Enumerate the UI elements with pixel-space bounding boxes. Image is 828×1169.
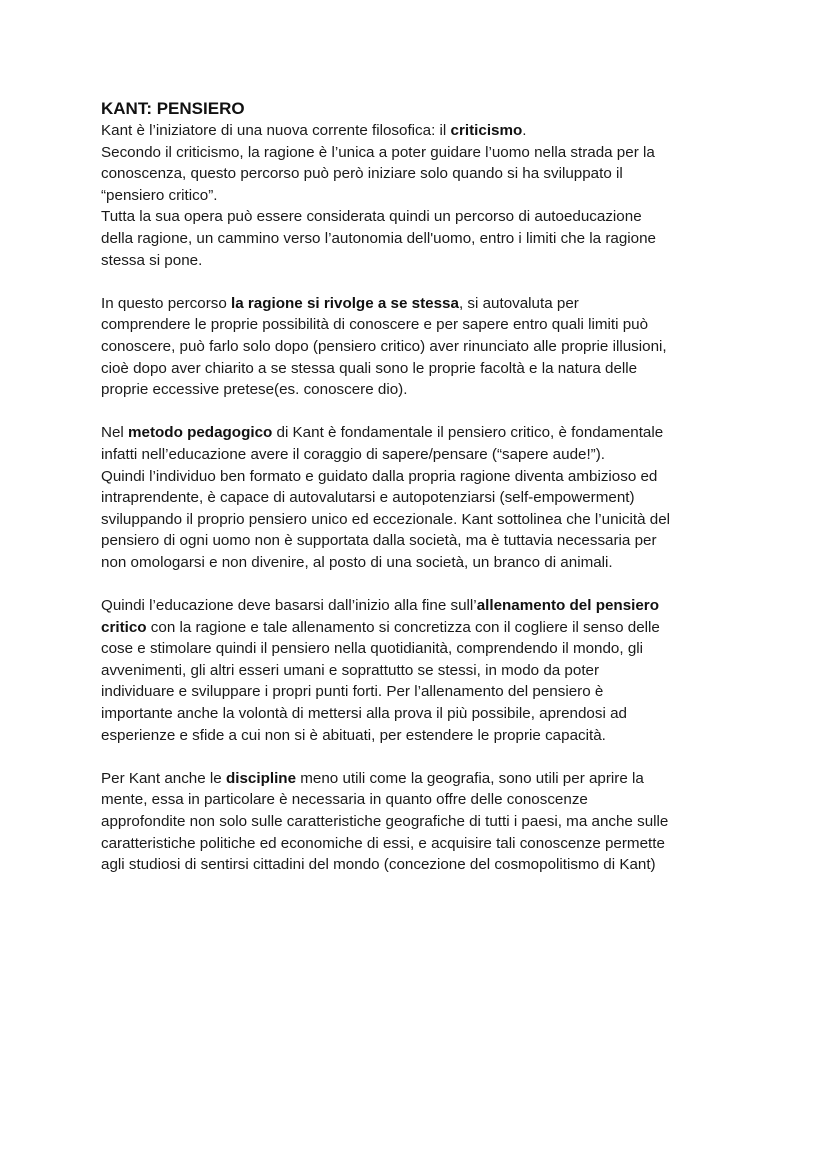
text-line: [101, 163, 741, 185]
text-line: [101, 358, 741, 380]
text-line: [101, 250, 741, 272]
text-segment: conoscere, può farlo solo dopo (pensiero critico) aver rinunciato alle proprie illusioni,: [101, 337, 667, 355]
paragraph: [101, 768, 741, 876]
paragraphs-container: [101, 120, 741, 876]
text-segment: caratteristiche politiche ed economiche di essi, e acquisire tali conoscenze permette: [101, 834, 665, 852]
text-segment: di Kant è fondamentale il pensiero critico, è fondamentale: [272, 424, 664, 442]
text-line: [101, 811, 741, 833]
text-segment: Secondo il criticismo, la ragione è l’unica a poter guidare l’uomo nella strada per la: [101, 143, 655, 161]
document-title: KANT: PENSIERO: [101, 99, 245, 118]
text-line: [101, 206, 741, 228]
text-line: [101, 444, 741, 466]
text-segment: non omologarsi e non divenire, al posto di una società, un branco di animali.: [101, 553, 613, 571]
text-segment: infatti nell’educazione avere il coraggio di sapere/pensare (“sapere aude!”).: [101, 445, 606, 463]
text-line: [101, 293, 741, 315]
text-line: [101, 768, 741, 790]
text-line: [101, 228, 741, 250]
text-segment: proprie eccessive pretese(es. conoscere dio).: [101, 381, 408, 399]
paragraph: [101, 120, 741, 271]
text-segment: meno utili come la geografia, sono utili per aprire la: [296, 769, 644, 787]
text-line: [101, 854, 741, 876]
text-segment: Quindi l’educazione deve basarsi dall’inizio alla fine sull’: [101, 597, 477, 615]
bold-term: metodo pedagogico: [128, 424, 273, 442]
text-line: [101, 552, 741, 574]
text-segment: .: [522, 122, 527, 139]
text-segment: individuare e sviluppare i propri punti forti. Per l’allenamento del pensiero è: [101, 683, 604, 701]
text-segment: “pensiero critico”.: [101, 186, 218, 204]
text-segment: stessa si pone.: [101, 251, 203, 269]
text-segment: Nel: [101, 424, 129, 442]
paragraph: [101, 595, 741, 746]
text-segment: cioè dopo aver chiarito a se stessa quali sono le proprie facoltà e la natura delle: [101, 359, 638, 377]
text-line: [101, 466, 741, 488]
text-line: [101, 336, 741, 358]
text-line: [101, 120, 741, 142]
text-line: [101, 530, 741, 552]
text-line: [101, 509, 741, 531]
text-segment: Per Kant anche le: [101, 769, 226, 787]
text-line: [101, 789, 741, 811]
text-segment: della ragione, un cammino verso l’autonomia dell'uomo, entro i limiti che la ragione: [101, 229, 657, 247]
text-line: [101, 185, 741, 207]
text-segment: comprendere le proprie possibilità di conoscere e per sapere entro quali limiti può: [101, 316, 649, 334]
bold-term: la ragione si rivolge a se stessa: [231, 294, 459, 312]
text-segment: , si autovaluta per: [458, 294, 579, 312]
bold-term: discipline: [225, 769, 297, 787]
text-segment: importante anche la volontà di mettersi alla prova il più possibile, aprendosi ad: [101, 705, 627, 723]
text-segment: con la ragione e tale allenamento si concretizza con il cogliere il senso delle: [146, 618, 660, 636]
text-segment: intraprendente, è capace di autovalutarsi e autopotenziarsi (self-empowerment): [101, 489, 635, 507]
text-line: [101, 833, 741, 855]
text-line: [101, 660, 741, 682]
bold-term: critico: [101, 618, 147, 636]
text-line: [101, 595, 741, 617]
text-line: [101, 314, 741, 336]
text-line: [101, 638, 741, 660]
paragraph: [101, 293, 741, 401]
text-segment: Kant è l’iniziatore di una nuova corrente filosofica: il: [101, 122, 451, 139]
text-segment: avvenimenti, gli altri esseri umani e soprattutto se stessi, in modo da poter: [101, 661, 600, 679]
text-segment: esperienze e sfide a cui non si è abituati, per estendere le proprie capacità.: [101, 726, 606, 744]
text-segment: sviluppando il proprio pensiero unico ed eccezionale. Kant sottolinea che l’unicità del: [101, 510, 671, 528]
document-body: [101, 98, 741, 897]
bold-term: criticismo: [450, 122, 523, 139]
text-line: [101, 422, 741, 444]
text-segment: Tutta la sua opera può essere considerata quindi un percorso di autoeducazione: [101, 208, 642, 226]
text-segment: conoscenza, questo percorso può però iniziare solo quando si ha sviluppato il: [101, 165, 623, 183]
text-segment: cose e stimolare quindi il pensiero nella quotidianità, comprendendo il mondo, gli: [101, 640, 644, 658]
text-line: [101, 681, 741, 703]
paragraph: [101, 422, 741, 573]
text-segment: mente, essa in particolare è necessaria in quanto offre delle conoscenze: [101, 791, 588, 809]
text-segment: In questo percorso: [101, 294, 232, 312]
text-segment: Quindi l’individuo ben formato e guidato dalla propria ragione diventa ambizioso ed: [101, 467, 658, 485]
text-line: [101, 487, 741, 509]
text-line: [101, 725, 741, 747]
text-segment: approfondite non solo sulle caratteristiche geografiche di tutti i paesi, ma anche sulle: [101, 813, 669, 830]
text-segment: pensiero di ogni uomo non è supportata dalla società, ma è tuttavia necessaria per: [101, 532, 657, 550]
text-line: [101, 379, 741, 401]
text-line: [101, 703, 741, 725]
text-line: [101, 617, 741, 639]
text-line: [101, 142, 741, 164]
bold-term: allenamento del pensiero: [476, 597, 659, 615]
text-segment: agli studiosi di sentirsi cittadini del mondo (concezione del cosmopolitismo di Kant): [101, 856, 656, 874]
